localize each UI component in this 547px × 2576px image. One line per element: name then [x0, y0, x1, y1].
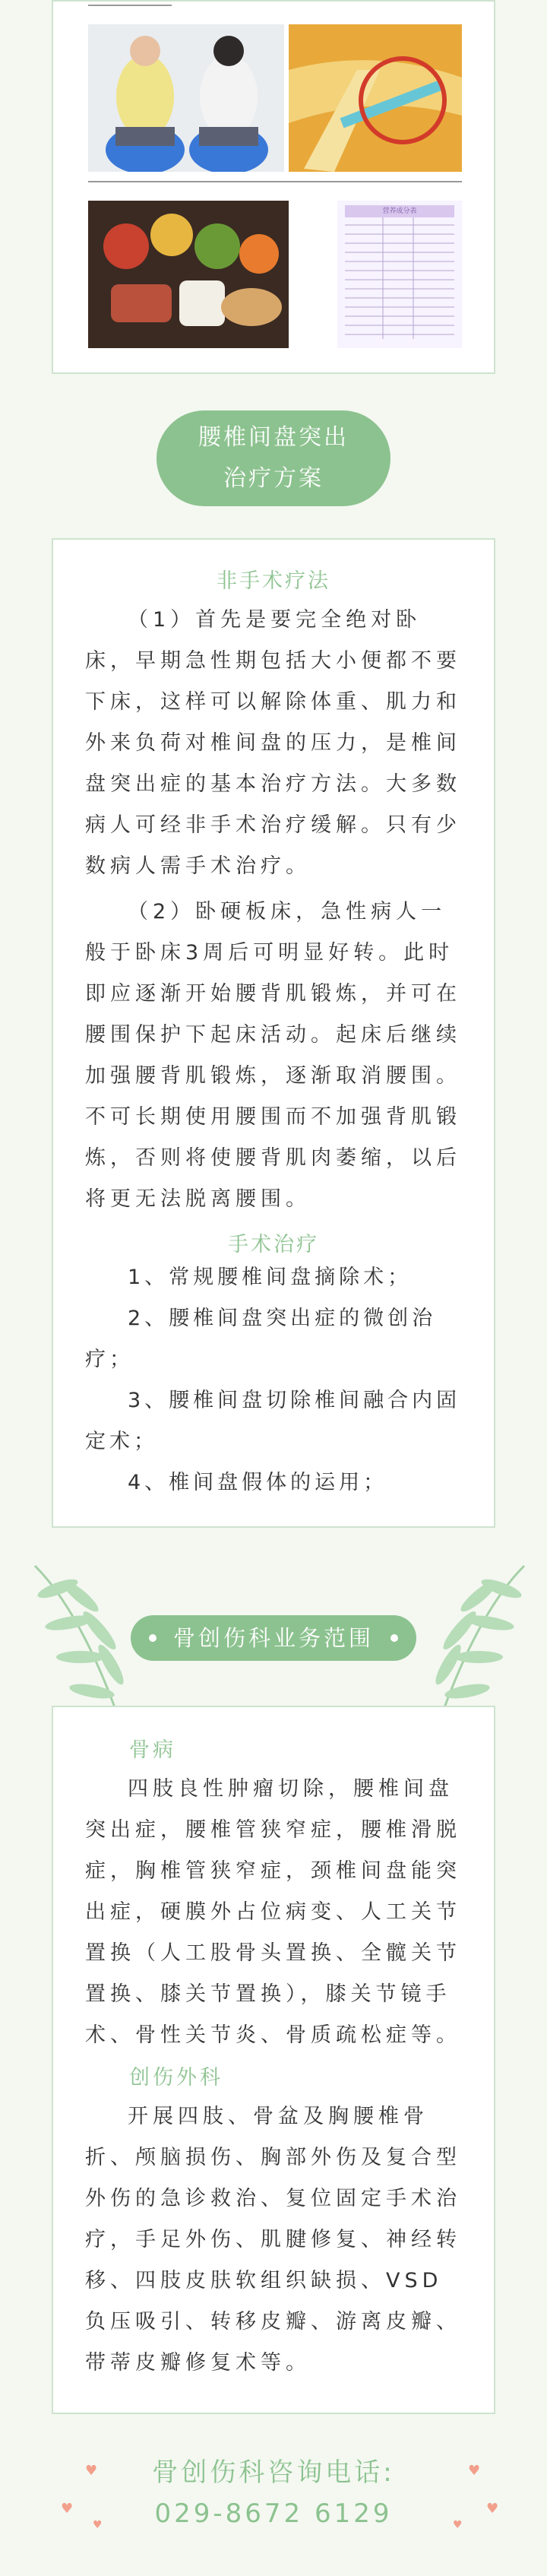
business-content-frame	[52, 1706, 495, 2414]
business-scope-badge	[131, 1615, 416, 1661]
badge-line-2: 治疗方案	[223, 465, 324, 492]
trauma-text: 开展四肢、骨盆及胸腰椎骨折、颅脑损伤、胸部外伤及复合型外伤的急诊救治、复位固定手术治疗，手足外伤、肌腱修复、神经转移、四肢皮肤软组织缺损、VSD负压吸引、转移皮瓣、游离皮瓣、带蒂皮瓣修复术等。	[85, 2105, 461, 2375]
heart-icon: ♥	[93, 2519, 103, 2531]
dot-icon	[149, 1634, 157, 1642]
consult-phone-label: 骨创伤科咨询电话:	[152, 2457, 395, 2488]
bone-disease-text: 四肢良性肿瘤切除，腰椎间盘突出症，腰椎管狭窄症，腰椎滑脱症，胸椎管狭窄症，颈椎间盘能突出症，硬膜外占位病变、人工关节置换（人工股骨头置换、全髋关节置换、膝关节置换），膝关节镜手术、骨性关节炎、骨质疏松症等。	[85, 1777, 461, 2047]
nonsurgical-paragraph-2: （2）卧硬板床，急性病人一般于卧床3周后可明显好转。此时即应逐渐开始腰背肌锻炼，并可在腰围保护下起床活动。起床后继续加强腰背肌锻炼，逐渐取消腰围。不可长期使用腰围而不加强背肌锻炼，否则将使腰背肌肉萎缩，以后将更无法脱离腰围。	[85, 900, 461, 1211]
surgical-item: 3、腰椎间盘切除椎间融合内固定术；	[85, 1389, 461, 1453]
nonsurgical-title: 非手术疗法	[217, 569, 330, 593]
business-scope-label: 骨创伤科业务范围	[172, 1625, 374, 1651]
badge-line-1: 腰椎间盘突出	[198, 424, 349, 451]
trauma-title: 创伤外科	[129, 2066, 223, 2090]
nonsurgical-paragraph-1: （1）首先是要完全绝对卧床，早期急性期包括大小便都不要下床，这样可以解除体重、肌力和外来负荷对椎间盘的压力，是椎间盘突出症的基本治疗方法。大多数病人可经非手术治疗缓解。只有少数病人需手术治疗。	[85, 608, 461, 878]
dot-icon	[390, 1634, 398, 1642]
divider	[88, 181, 462, 182]
photo-exercise-balls	[88, 24, 284, 172]
heart-icon: ♥	[61, 2501, 74, 2517]
leaf-decoration-left	[27, 1551, 134, 1725]
nutrition-table-header: 营养成分表	[345, 205, 454, 217]
heart-icon: ♥	[453, 2519, 463, 2531]
leaf-decoration-right	[425, 1551, 532, 1725]
surgical-item: 1、常规腰椎间盘摘除术；	[128, 1266, 413, 1289]
heart-icon: ♥	[85, 2463, 98, 2479]
heart-icon: ♥	[486, 2501, 499, 2517]
surgical-item: 4、椎间盘假体的运用；	[128, 1471, 388, 1494]
image-gallery-frame	[52, 0, 495, 374]
nutrition-table-image	[337, 201, 462, 348]
bone-disease-title: 骨病	[129, 1738, 176, 1762]
surgical-item: 2、腰椎间盘突出症的微创治疗；	[85, 1307, 437, 1371]
surgical-title: 手术治疗	[228, 1233, 319, 1256]
divider	[88, 5, 172, 6]
consult-phone-number[interactable]: 029-8672 6129	[154, 2498, 393, 2529]
treatment-plan-badge	[157, 410, 390, 506]
spine-disc-illustration	[289, 24, 462, 172]
photo-food-assortment	[88, 201, 289, 348]
treatment-content-frame	[52, 538, 495, 1528]
heart-icon: ♥	[468, 2463, 481, 2479]
